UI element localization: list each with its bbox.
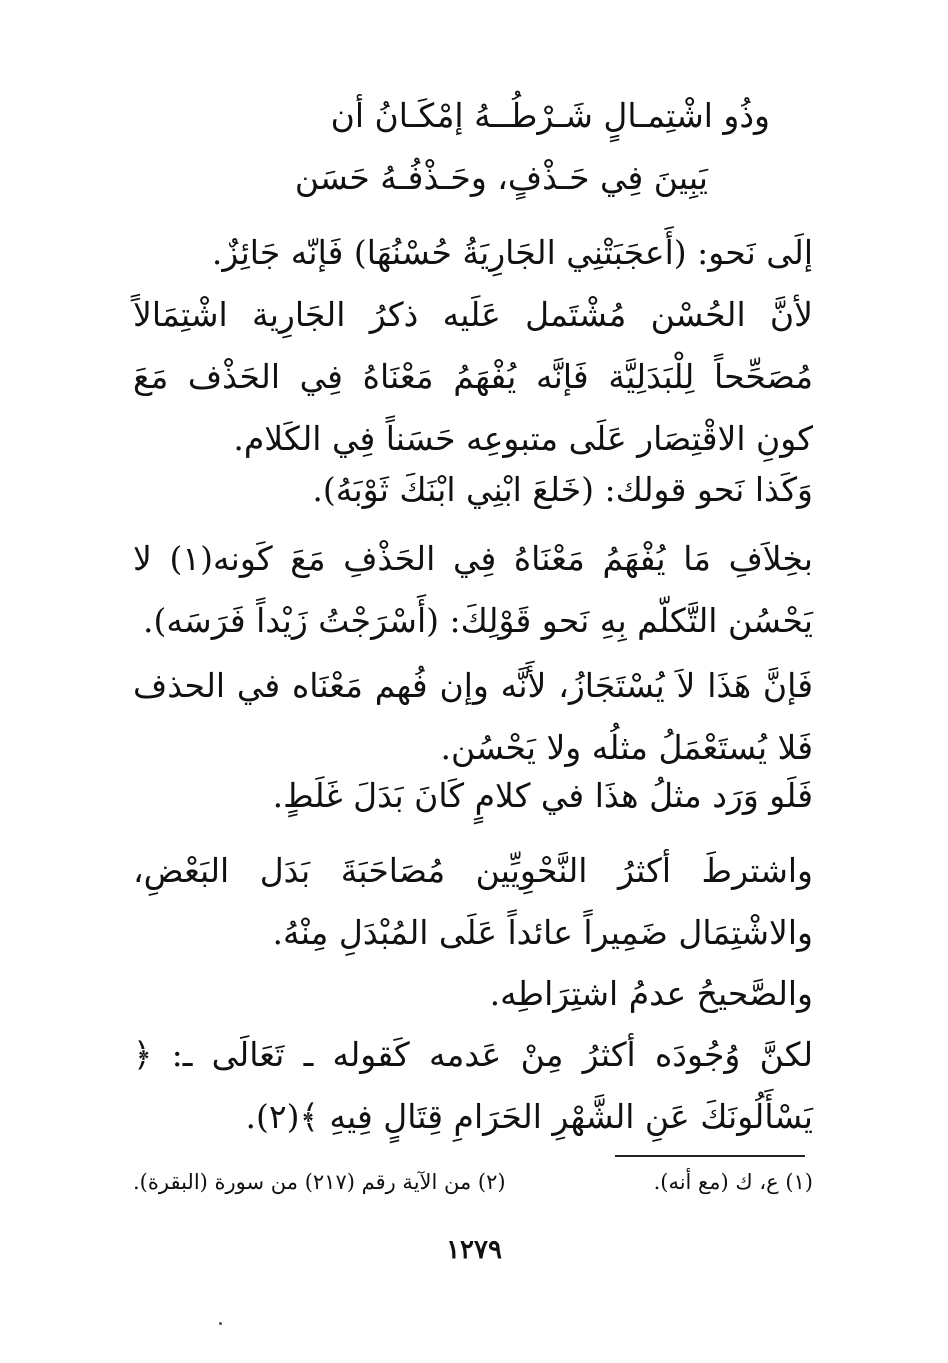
paragraph-4: بخِلاَفِ مَا يُفْهَمُ مَعْنَاهُ فِي الحَذْفِ مَعَ كَونه(١) لا يَحْسُن التَّكلّم بِهِ نَحو قَوْلِكَ: (أَسْرَجْتُ زَيْداً فَرَسَه). [133, 539, 813, 640]
paragraph-5: فَإنَّ هَذَا لاَ يُسْتَجَازُ، لأَنَّه وإن فُهم مَعْنَاه في الحذف فَلا يُستَعْمَلُ مثلُه ولا يَحْسُن. [133, 666, 813, 767]
paragraph-9: لكنَّ وُجُودَه أكثرُ مِنْ عَدمه كَقوله ـ تَعَالَى ـ: ﴿ يَسْأَلُونَكَ عَنِ الشَّهْرِ الحَرَامِ قِتَالٍ فِيهِ ﴾(٢). [133, 1035, 813, 1136]
scan-speck [219, 1322, 222, 1325]
paragraph-1: إلَى نَحو: (أَعجَبَتْنِي الجَارِيَةُ حُسْنُهَا) فَإنّه جَائِزٌ. [211, 233, 813, 272]
paragraph-2: لأنَّ الحُسْن مُشْتَمل عَلَيه ذكرُ الجَارِية اشْتِمَالاً مُصَحِّحاً لِلْبَدَلِيَّة فَإنَّه يُفْهَمُ مَعْنَاهُ فِي الحَذْف مَعَ كونِ الاقْتِصَار عَلَى متبوعِه حَسَناً فِي الكَلام. [133, 295, 813, 458]
footnote-1: (١) ع، ك (مع أنه). [653, 1170, 813, 1194]
paragraph-3: وَكَذا نَحو قولك: (خَلعَ ابْنِي ابْنَكَ ثَوْبَهُ). [312, 470, 813, 509]
paragraph-7: واشترطَ أكثرُ النَّحْوِيِّين مُصَاحَبَةَ بَدَل البَعْضِ، والاشْتِمَال ضَمِيراً عائداً عَلَى المُبْدَلِ مِنْهُ. [133, 851, 813, 952]
page-number: ١٢٧٩ [446, 1235, 502, 1265]
footnote-2: (٢) من الآية رقم (٢١٧) من سورة (البقرة). [133, 1170, 506, 1194]
footnotes [133, 1170, 813, 1194]
verse-line-1: وذُو اشْتِمـالٍ شَـرْطُــهُ إمْكَـانُ أن [330, 96, 770, 135]
verse-line-2: يَبِينَ فِي حَـذْفٍ، وحَـذْفُـهُ حَسَن [294, 158, 708, 197]
paragraph-6: فَلَو وَرَد مثلُ هذَا في كلامٍ كَانَ بَدَلَ غَلَطٍ. [272, 776, 813, 815]
footnote-divider [615, 1155, 805, 1157]
paragraph-8: والصَّحيحُ عدمُ اشتِرَاطِه. [489, 974, 813, 1013]
